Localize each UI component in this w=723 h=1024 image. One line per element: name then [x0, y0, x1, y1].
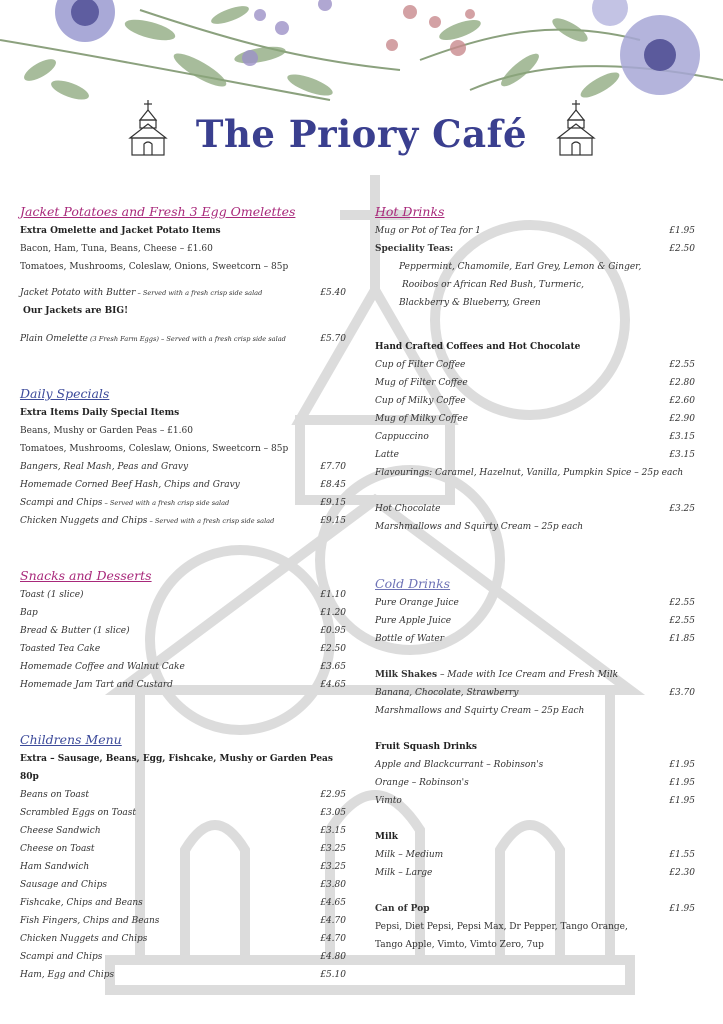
item-name: Pure Orange Juice — [375, 598, 459, 608]
menu-item — [20, 894, 346, 912]
menu-item — [375, 684, 695, 702]
menu-item — [375, 428, 695, 446]
shakes-marshmallows-line: Marshmallows and Squirty Cream – 25p Each — [375, 706, 585, 716]
item-name: Jacket Potato with Butter — [20, 288, 136, 298]
floral-border-illustration — [0, 0, 723, 110]
item-price: £1.95 — [669, 796, 695, 806]
item-name: Beans on Toast — [20, 790, 89, 800]
daily-extras-line: Tomatoes, Mushrooms, Coleslaw, Onions, Sweetcorn – 85p — [20, 444, 289, 454]
menu-item — [375, 864, 695, 882]
right-column — [375, 202, 695, 954]
item-price: £5.40 — [320, 288, 346, 298]
item-price: £2.55 — [669, 360, 695, 370]
marshmallows-line: Marshmallows and Squirty Cream – 25p each — [375, 522, 584, 532]
menu-item — [20, 330, 346, 348]
flavourings-text: Caramel, Hazelnut, Vanilla, Pumpkin Spice – 25p each — [432, 468, 684, 478]
item-name: Cheese Sandwich — [20, 826, 101, 836]
milkshakes-line — [375, 666, 695, 684]
item-name: Speciality Teas: — [375, 244, 454, 254]
item-note: – Served with a fresh crisp side salad — [135, 289, 263, 297]
item-name: Fishcake, Chips and Beans — [20, 898, 143, 908]
section-title-daily: Daily Specials — [20, 386, 110, 401]
menu-item — [375, 410, 695, 428]
jacket-extras-line: Tomatoes, Mushrooms, Coleslaw, Onions, Sweetcorn – 85p — [20, 262, 289, 272]
item-price: £1.95 — [669, 760, 695, 770]
item-name: Mug or Pot of Tea for 1 — [375, 226, 481, 236]
milk-items-list — [375, 846, 695, 882]
item-name: Vimto — [375, 796, 402, 806]
item-name: Scampi and Chips — [20, 498, 103, 508]
menu-item — [375, 240, 695, 258]
item-name: Bottle of Water — [375, 634, 445, 644]
item-price: £2.55 — [669, 616, 695, 626]
flavourings-label: Flavourings: — [375, 468, 433, 478]
item-name: Bread & Butter (1 slice) — [20, 626, 130, 636]
section-title-hot-drinks: Hot Drinks — [375, 204, 445, 219]
item-price: £2.50 — [669, 244, 695, 254]
tea-list-line: Rooibos or African Red Bush, Turmeric, — [402, 280, 584, 290]
childrens-items-list — [20, 786, 346, 984]
menu-item — [20, 604, 346, 622]
pop-list-line: Pepsi, Diet Pepsi, Pepsi Max, Dr Pepper, Tango Orange, — [375, 922, 628, 932]
menu-item — [20, 284, 346, 302]
menu-item — [20, 930, 346, 948]
flavourings-line — [375, 464, 695, 482]
jacket-extras-heading: Extra Omelette and Jacket Potato Items — [20, 226, 221, 236]
item-name: Homemade Corned Beef Hash, Chips and Gravy — [20, 480, 240, 490]
item-name: Chicken Nuggets and Chips — [20, 934, 148, 944]
menu-item — [20, 676, 346, 694]
item-price: £4.65 — [320, 680, 346, 690]
menu-item — [20, 876, 346, 894]
item-name: Toasted Tea Cake — [20, 644, 101, 654]
item-name: Cup of Milky Coffee — [375, 396, 466, 406]
menu-item — [20, 948, 346, 966]
item-price: £3.15 — [669, 450, 695, 460]
item-price: £1.10 — [320, 590, 346, 600]
menu-item — [20, 640, 346, 658]
menu-item — [375, 374, 695, 392]
menu-item — [20, 912, 346, 930]
item-name: Scampi and Chips — [20, 952, 103, 962]
section-title-cold-drinks: Cold Drinks — [375, 576, 451, 591]
squash-items-list — [375, 756, 695, 810]
item-name: Milk – Large — [375, 868, 433, 878]
item-name: Ham, Egg and Chips — [20, 970, 115, 980]
item-name: Ham Sandwich — [20, 862, 90, 872]
item-name: Plain Omelette — [20, 334, 88, 344]
item-price: £2.60 — [669, 396, 695, 406]
daily-extras-heading: Extra Items Daily Special Items — [20, 408, 180, 418]
item-price: £7.70 — [320, 462, 346, 472]
item-name: Mug of Filter Coffee — [375, 378, 468, 388]
menu-item — [375, 756, 695, 774]
item-price: £3.05 — [320, 808, 346, 818]
snacks-items-list — [20, 586, 346, 694]
item-price: £4.65 — [320, 898, 346, 908]
menu-item — [375, 392, 695, 410]
item-name: Cup of Filter Coffee — [375, 360, 466, 370]
tea-list-line: Blackberry & Blueberry, Green — [399, 298, 541, 308]
item-name: Latte — [375, 450, 399, 460]
item-name: Scrambled Eggs on Toast — [20, 808, 136, 818]
item-name: Cappuccino — [375, 432, 429, 442]
item-name: Hot Chocolate — [375, 504, 441, 514]
menu-item — [375, 792, 695, 810]
item-price: £2.90 — [669, 414, 695, 424]
menu-item — [20, 786, 346, 804]
item-name: Milk – Medium — [375, 850, 444, 860]
menu-item — [375, 356, 695, 374]
item-name: Fish Fingers, Chips and Beans — [20, 916, 160, 926]
milkshakes-text: – Made with Ice Cream and Fresh Milk — [437, 670, 619, 680]
item-name: Orange – Robinson's — [375, 778, 469, 788]
menu-item — [375, 222, 695, 240]
tea-list-line: Peppermint, Chamomile, Earl Grey, Lemon & Ginger, — [399, 262, 642, 272]
menu-item — [20, 622, 346, 640]
item-price: £4.80 — [320, 952, 346, 962]
section-title-coffees: Hand Crafted Coffees and Hot Chocolate — [375, 342, 581, 352]
item-price: £5.70 — [320, 334, 346, 344]
section-title-jacket: Jacket Potatoes and Fresh 3 Egg Omelettes — [20, 204, 296, 219]
milkshakes-label: Milk Shakes — [375, 670, 438, 680]
item-price: £1.95 — [669, 904, 695, 914]
menu-item — [20, 822, 346, 840]
daily-items-list — [20, 458, 346, 530]
item-name: Mug of Milky Coffee — [375, 414, 468, 424]
item-price: £9.15 — [320, 516, 346, 526]
menu-item — [20, 858, 346, 876]
menu-item — [20, 494, 346, 512]
item-price: £2.95 — [320, 790, 346, 800]
item-price: £1.20 — [320, 608, 346, 618]
cold-items-list — [375, 594, 695, 648]
item-price: £4.70 — [320, 916, 346, 926]
item-note: (3 Fresh Farm Eggs) – Served with a fresh crisp side salad — [87, 335, 286, 343]
big-jackets-note: Our Jackets are BIG! — [23, 306, 129, 316]
item-price: £3.65 — [320, 662, 346, 672]
item-name: Apple and Blackcurrant – Robinson's — [375, 760, 544, 770]
item-name: Pure Apple Juice — [375, 616, 452, 626]
item-price: £4.70 — [320, 934, 346, 944]
item-price: £3.80 — [320, 880, 346, 890]
coffee-items-list — [375, 356, 695, 464]
menu-item — [375, 774, 695, 792]
item-name: Cheese on Toast — [20, 844, 95, 854]
item-price: £3.15 — [320, 826, 346, 836]
menu-item — [375, 612, 695, 630]
item-name: Chicken Nuggets and Chips — [20, 516, 148, 526]
item-price: £2.50 — [320, 644, 346, 654]
item-note: – Served with a fresh crisp side salad — [102, 499, 230, 507]
item-price: £1.95 — [669, 226, 695, 236]
menu-item — [375, 446, 695, 464]
menu-item — [375, 846, 695, 864]
menu-item — [20, 840, 346, 858]
item-price: £8.45 — [320, 480, 346, 490]
item-name: Toast (1 slice) — [20, 590, 84, 600]
item-name: Banana, Chocolate, Strawberry — [375, 688, 519, 698]
item-price: £1.85 — [669, 634, 695, 644]
item-name: Sausage and Chips — [20, 880, 107, 890]
menu-item — [375, 630, 695, 648]
item-name: Homemade Jam Tart and Custard — [20, 680, 173, 690]
menu-item — [20, 804, 346, 822]
menu-item — [375, 900, 695, 918]
item-name: Homemade Coffee and Walnut Cake — [20, 662, 185, 672]
menu-item — [375, 594, 695, 612]
item-price: £2.55 — [669, 598, 695, 608]
item-note: – Served with a fresh crisp side salad — [147, 517, 275, 525]
section-title-milk: Milk — [375, 832, 399, 842]
left-column — [20, 202, 346, 984]
item-price: £0.95 — [320, 626, 346, 636]
section-title-squash: Fruit Squash Drinks — [375, 742, 477, 752]
item-name: Bangers, Real Mash, Peas and Gravy — [20, 462, 189, 472]
pop-list-line: Tango Apple, Vimto, Vimto Zero, 7up — [375, 940, 544, 950]
item-price: £1.95 — [669, 778, 695, 788]
item-price: £3.25 — [320, 844, 346, 854]
childrens-extras-heading: Extra – Sausage, Beans, Egg, Fishcake, Mushy or Garden Peas 80p — [20, 754, 333, 782]
section-title-pop: Can of Pop — [375, 904, 430, 914]
menu-item — [20, 966, 346, 984]
menu-item — [20, 658, 346, 676]
section-title-childrens: Childrens Menu — [20, 732, 122, 747]
item-price: £5.10 — [320, 970, 346, 980]
item-price: £3.70 — [669, 688, 695, 698]
daily-extras-line: Beans, Mushy or Garden Peas – £1.60 — [20, 426, 193, 436]
item-name: Bap — [20, 608, 38, 618]
item-price: £2.80 — [669, 378, 695, 388]
menu-item — [20, 476, 346, 494]
menu-item — [20, 586, 346, 604]
item-price: £9.15 — [320, 498, 346, 508]
menu-item — [20, 458, 346, 476]
item-price: £3.25 — [669, 504, 695, 514]
page-title: The Priory Café — [195, 112, 528, 156]
item-price: £3.25 — [320, 862, 346, 872]
jacket-extras-line: Bacon, Ham, Tuna, Beans, Cheese – £1.60 — [20, 244, 213, 254]
item-price: £2.30 — [669, 868, 695, 878]
menu-item — [20, 512, 346, 530]
menu-item — [375, 500, 695, 518]
section-title-snacks: Snacks and Desserts — [20, 568, 152, 583]
item-price: £3.15 — [669, 432, 695, 442]
item-price: £1.55 — [669, 850, 695, 860]
